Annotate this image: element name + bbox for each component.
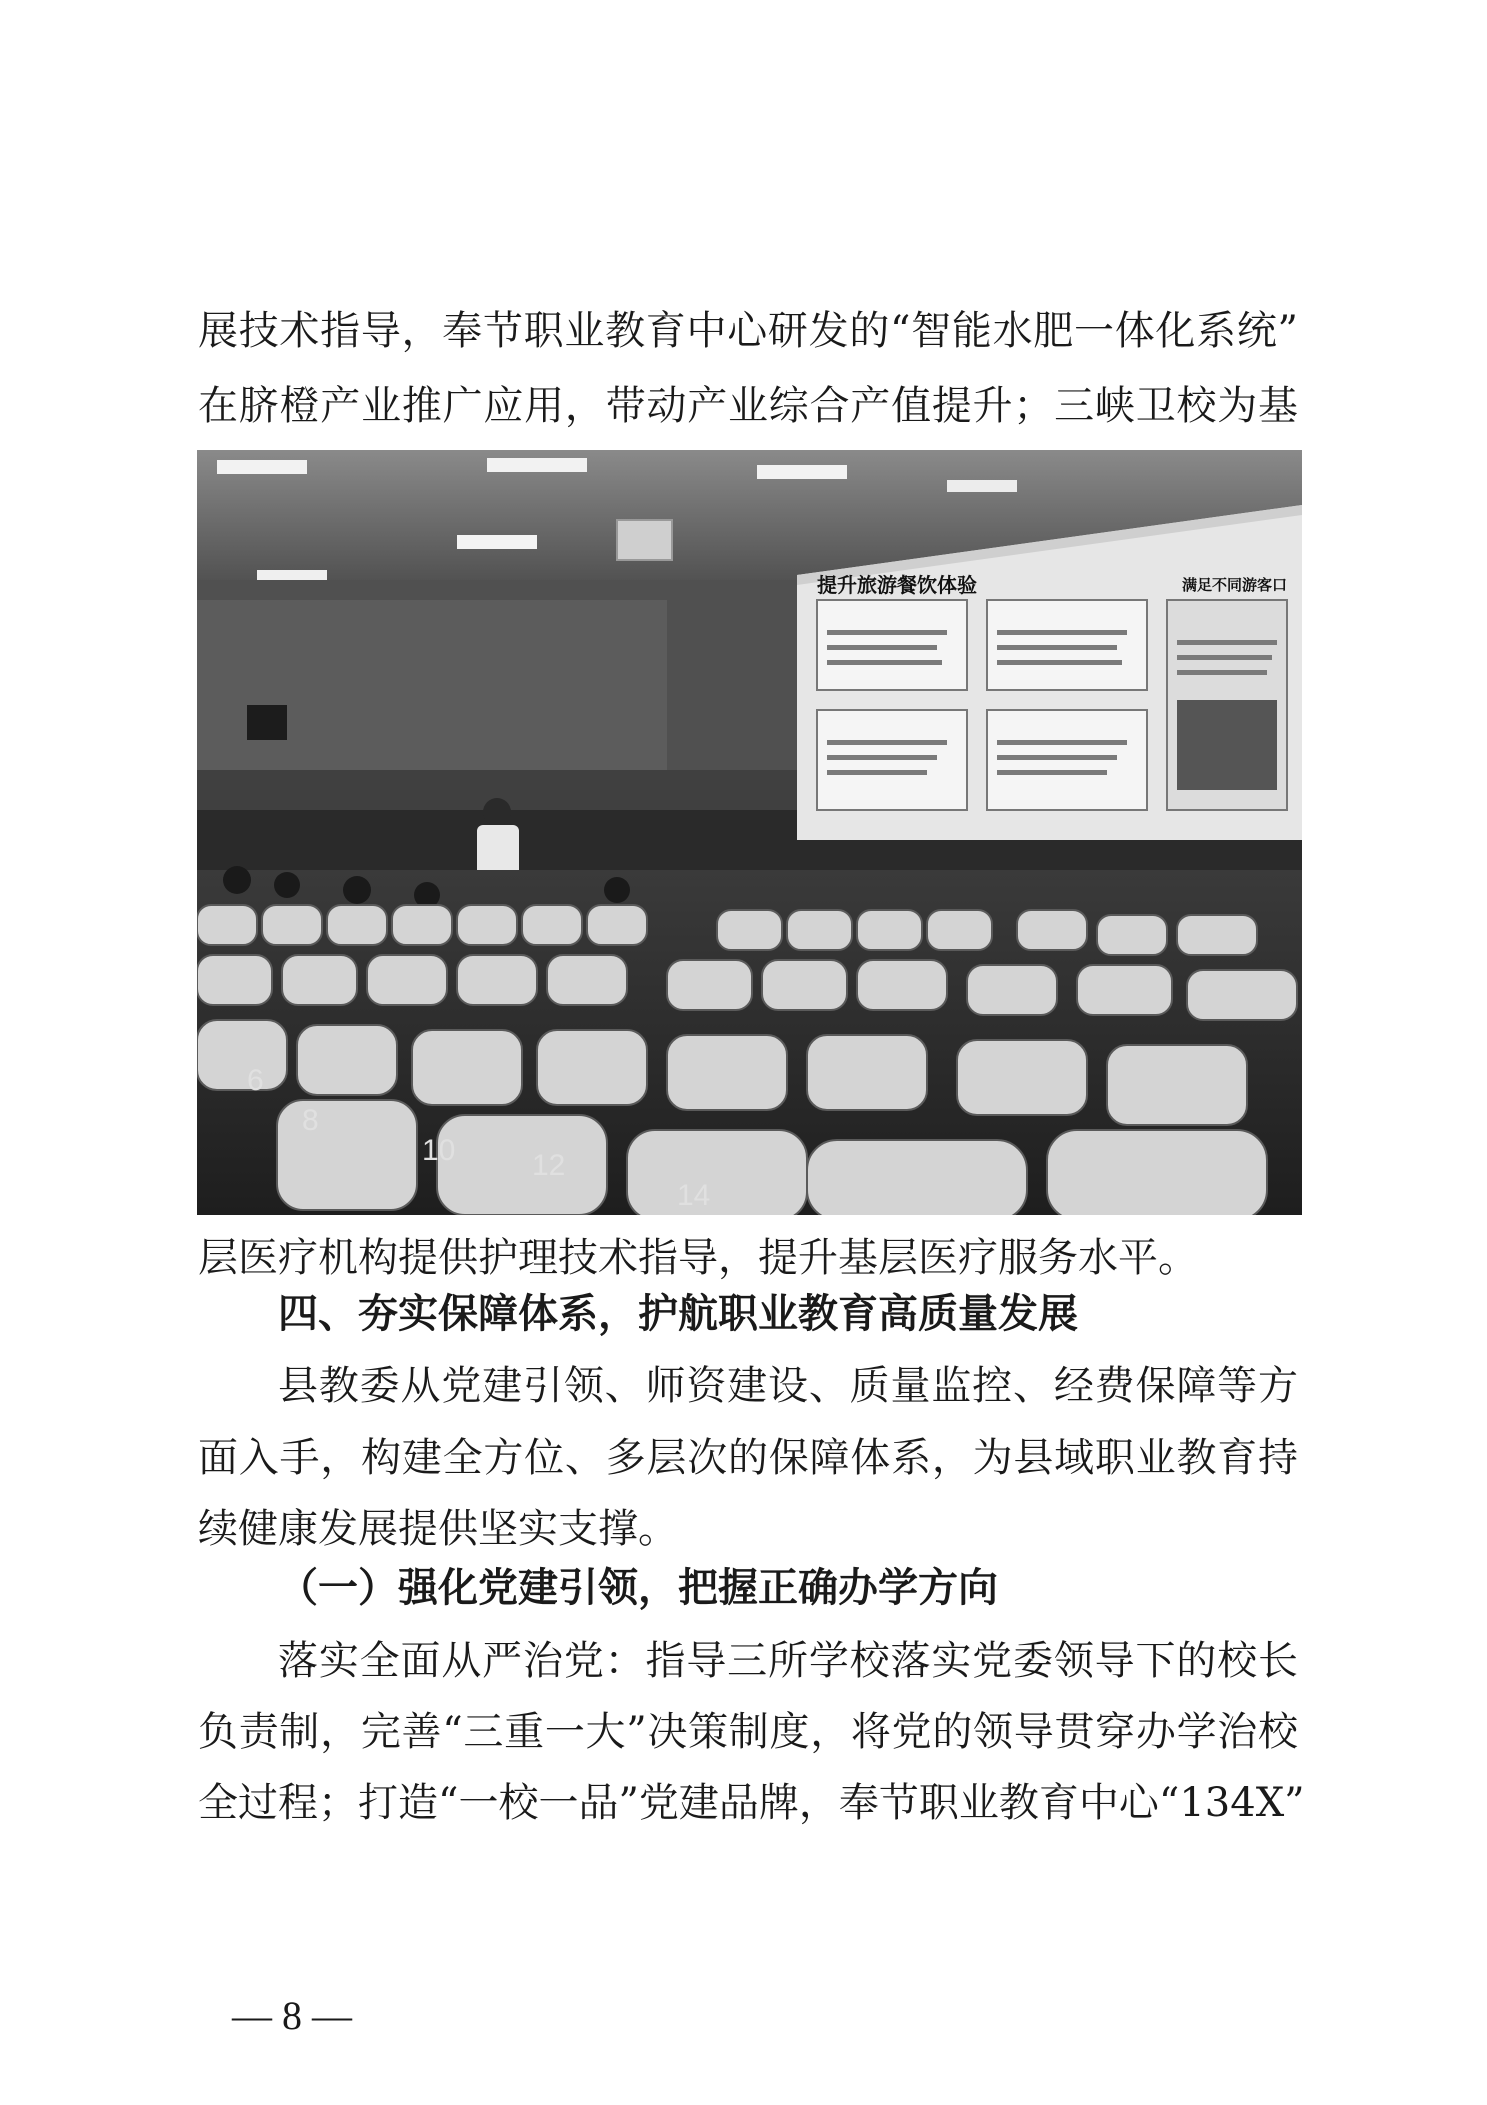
para2-line-2: 负责制，完善“三重一大”决策制度，将党的领导贯穿办学治校 — [198, 1709, 1298, 1755]
slide-right-title: 满足不同游客口 — [1182, 576, 1288, 594]
body-line-2: 在脐橙产业推广应用，带动产业综合产值提升；三峡卫校为基 — [198, 383, 1298, 429]
seat-number: 8 — [302, 1104, 319, 1137]
para2-line-1: 落实全面从严治党：指导三所学校落实党委领导下的校长 — [278, 1638, 1298, 1684]
body-line-after-photo: 层医疗机构提供护理技术指导，提升基层医疗服务水平。 — [198, 1235, 1198, 1281]
page-number: — 8 — — [232, 1993, 352, 2038]
subheading: （一）强化党建引领，把握正确办学方向 — [278, 1565, 998, 1611]
para1-line-2: 面入手，构建全方位、多层次的保障体系，为县域职业教育持 — [198, 1435, 1298, 1481]
lecture-hall-photo — [197, 450, 1302, 1215]
para1-line-1: 县教委从党建引领、师资建设、质量监控、经费保障等方 — [278, 1363, 1298, 1409]
section-heading: 四、夯实保障体系，护航职业教育高质量发展 — [278, 1291, 1078, 1337]
seat-number: 14 — [677, 1179, 711, 1212]
seat-number: 10 — [422, 1134, 456, 1167]
para1-line-3: 续健康发展提供坚实支撑。 — [198, 1506, 678, 1552]
seat-number: 6 — [247, 1064, 264, 1097]
seat-number: 12 — [532, 1149, 566, 1182]
para2-line-3: 全过程；打造“一校一品”党建品牌，奉节职业教育中心“134X” — [198, 1780, 1305, 1826]
body-line-1: 展技术指导，奉节职业教育中心研发的“智能水肥一体化系统” — [198, 308, 1298, 354]
slide-title: 提升旅游餐饮体验 — [817, 573, 977, 597]
